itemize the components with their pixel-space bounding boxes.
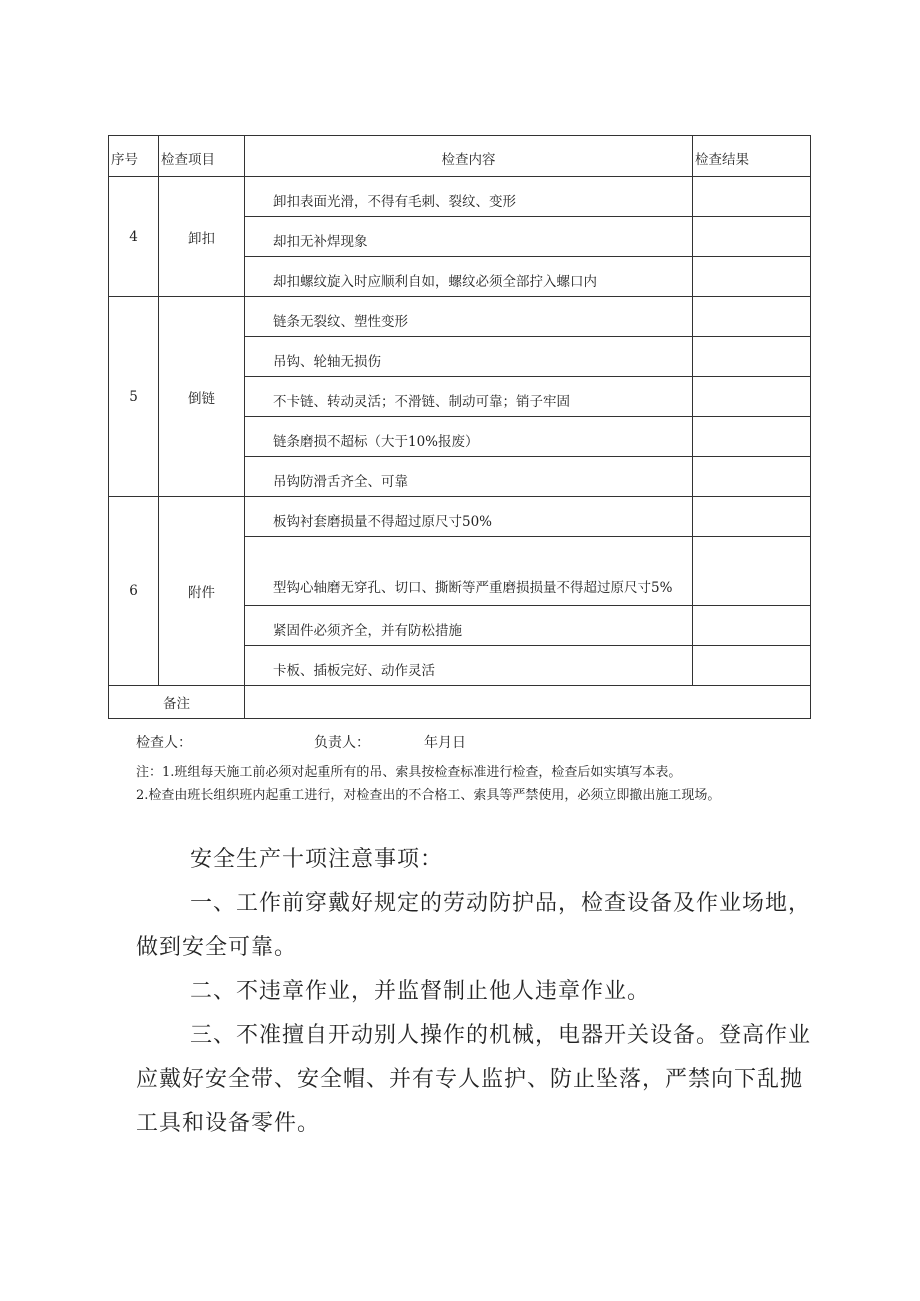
table-header-row [109, 136, 811, 177]
group-item: 卸扣 [159, 177, 245, 297]
check-result-cell[interactable] [693, 646, 811, 686]
group-number: 6 [109, 497, 159, 686]
table-row [109, 497, 811, 537]
check-content: 吊钩、轮轴无损伤 [245, 337, 693, 377]
check-content: 链条磨损不超标（大于10%报废） [245, 417, 693, 457]
group-number: 4 [109, 177, 159, 297]
check-content: 却扣无补焊现象 [245, 217, 693, 257]
check-content: 卸扣表面光滑，不得有毛刺、裂纹、变形 [245, 177, 693, 217]
header-item: 检查项目 [159, 136, 245, 177]
remark-row [109, 686, 811, 719]
header-no: 序号 [109, 136, 159, 177]
check-content: 型钩心轴磨无穿孔、切口、撕断等严重磨损损量不得超过原尺寸5% [245, 537, 693, 606]
table-row [109, 177, 811, 217]
group-number: 5 [109, 297, 159, 497]
note-2: 2.检查由班长组织班内起重工进行，对检查出的不合格工、索具等严禁使用，必须立即撤出施工现场。 [136, 788, 721, 803]
check-result-cell[interactable] [693, 497, 811, 537]
check-result-cell[interactable] [693, 217, 811, 257]
check-result-cell[interactable] [693, 457, 811, 497]
group-item: 附件 [159, 497, 245, 686]
check-content: 却扣螺纹旋入时应顺利自如，螺纹必须全部拧入螺口内 [245, 257, 693, 297]
check-result-cell[interactable] [693, 257, 811, 297]
responsible-label: 负责人： [314, 735, 370, 751]
safety-item-3: 三、不准擅自开动别人操作的机械，电器开关设备。登高作业应戴好安全带、安全帽、并有专人监护、防止坠落，严禁向下乱抛工具和设备零件。 [136, 1023, 812, 1136]
remark-field[interactable] [245, 686, 811, 719]
date-label: 年月日 [424, 735, 466, 751]
check-result-cell[interactable] [693, 417, 811, 457]
safety-item-1: 一、工作前穿戴好规定的劳动防护品，检查设备及作业场地，做到安全可靠。 [136, 891, 812, 960]
check-content: 板钩衬套磨损量不得超过原尺寸50% [245, 497, 693, 537]
check-content: 链条无裂纹、塑性变形 [245, 297, 693, 337]
check-result-cell[interactable] [693, 297, 811, 337]
inspection-table [108, 135, 811, 719]
check-result-cell[interactable] [693, 337, 811, 377]
inspector-label: 检查人： [136, 735, 192, 751]
header-result: 检查结果 [693, 136, 811, 177]
check-content: 不卡链、转动灵活；不滑链、制动可靠；销子牢固 [245, 377, 693, 417]
check-result-cell[interactable] [693, 537, 811, 606]
check-result-cell[interactable] [693, 377, 811, 417]
check-content: 吊钩防滑舌齐全、可靠 [245, 457, 693, 497]
note-1: 注：1.班组每天施工前必须对起重所有的吊、索具按检查标准进行检查，检查后如实填写本表。 [136, 765, 682, 780]
check-result-cell[interactable] [693, 177, 811, 217]
check-content: 卡板、插板完好、动作灵活 [245, 646, 693, 686]
check-content: 紧固件必须齐全，并有防松措施 [245, 606, 693, 646]
group-item: 倒链 [159, 297, 245, 497]
remark-label: 备注 [109, 686, 245, 719]
safety-title: 安全生产十项注意事项： [190, 847, 444, 872]
check-result-cell[interactable] [693, 606, 811, 646]
header-content: 检查内容 [245, 136, 693, 177]
safety-item-2: 二、不违章作业，并监督制止他人违章作业。 [190, 979, 651, 1004]
table-row [109, 297, 811, 337]
